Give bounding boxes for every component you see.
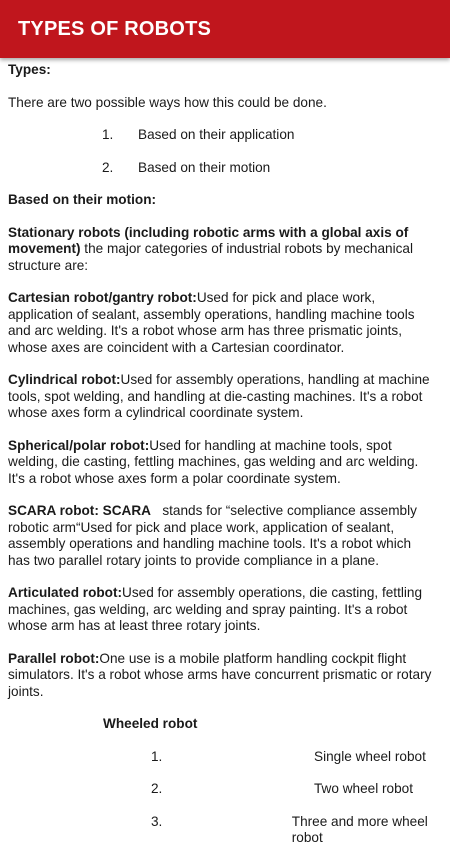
robot-name: Parallel robot: xyxy=(8,650,100,666)
app-bar xyxy=(0,0,450,58)
wheeled-heading: Wheeled robot xyxy=(103,716,198,731)
stationary-rest: the major categories of industrial robots by mechanical structure are: xyxy=(8,241,413,273)
ways-list xyxy=(8,127,436,176)
list-number: 1. xyxy=(102,127,114,142)
robot-desc: Used for assembly operations, handling at machine tools, spot welding, and handling at die-casting machines. It's a robot whose axes form a cylindrical coordinate system. xyxy=(8,372,430,420)
robot-name: Articulated robot: xyxy=(8,585,123,600)
list-item xyxy=(8,749,436,766)
robot-desc: Used for handling at machine tools, spot welding, die casting, fettling machines, gas welding and arc welding. It's a robot whose axes form a polar coordinate system. xyxy=(8,437,419,486)
list-item xyxy=(8,127,436,144)
stationary-paragraph xyxy=(8,225,436,275)
list-text: Two wheel robot xyxy=(314,781,413,796)
robot-paragraph-scara xyxy=(8,503,436,569)
list-text: Based on their application xyxy=(138,127,295,142)
list-number: 2. xyxy=(151,781,163,796)
robot-name: Spherical/polar robot: xyxy=(8,437,150,453)
robot-paragraph-spherical xyxy=(8,438,436,488)
list-item xyxy=(8,160,436,177)
robot-name: SCARA robot: SCARA xyxy=(8,503,151,518)
motion-heading: Based on their motion: xyxy=(8,192,157,207)
robot-name: Cylindrical robot: xyxy=(8,372,121,387)
robot-name: Cartesian robot/gantry robot: xyxy=(8,290,197,305)
robot-desc: stands for “selective compliance assembly robotic arm“Used for pick and place work, application of sealant, assembly operations and handling machine tools. It's a robot which has two parallel rotary joints to provide compliance in a plane. xyxy=(8,503,421,568)
intro-sentence: There are two possible ways how this could be done. xyxy=(8,94,327,110)
stationary-bold: Stationary robots (including robotic arms with a global axis of movement) xyxy=(8,224,409,256)
list-number: 2. xyxy=(102,159,114,175)
article-content[interactable] xyxy=(8,62,436,845)
robot-desc: Used for assembly operations, die casting, fettling machines, gas welding, arc welding and spray painting. It's a robot whose arm has at least three rotary joints. xyxy=(8,585,423,633)
list-item xyxy=(8,813,436,845)
list-text: Single wheel robot xyxy=(314,748,426,764)
robot-paragraph-articulated xyxy=(8,585,436,635)
robot-paragraph-cylindrical xyxy=(8,372,436,422)
robot-paragraph-parallel xyxy=(8,651,436,701)
list-number: 1. xyxy=(151,748,163,764)
list-number: 3. xyxy=(151,813,163,829)
robot-paragraph-cartesian xyxy=(8,290,436,356)
robot-desc: One use is a mobile platform handling cockpit flight simulators. It's a robot whose arms have concurrent prismatic or rotary joints. xyxy=(8,650,432,699)
robot-desc: Used for pick and place work, application of sealant, assembly operations, handling machine tools and arc welding. It's a robot whose arm has three prismatic joints, whose axes are coincident with a Cartesian coordinator. xyxy=(8,290,415,355)
types-heading: Types: xyxy=(8,62,51,77)
page-title: TYPES OF ROBOTS xyxy=(18,17,212,40)
list-text: Three and more wheel robot xyxy=(291,813,428,845)
list-item xyxy=(8,781,436,798)
list-text: Based on their motion xyxy=(138,159,271,175)
